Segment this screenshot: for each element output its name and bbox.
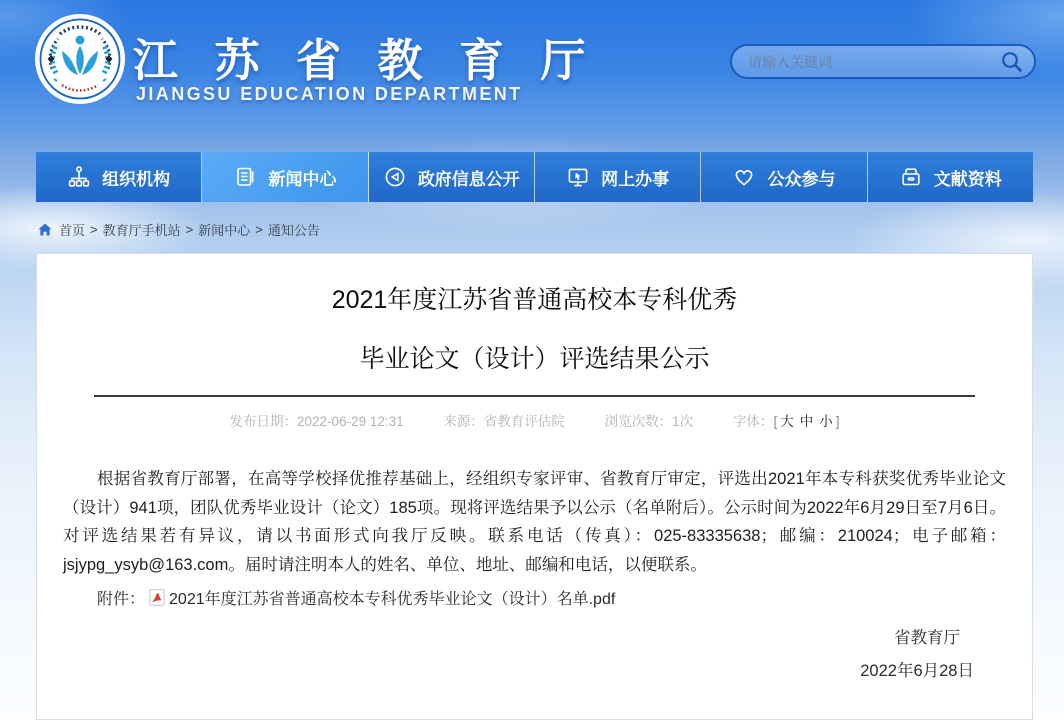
site-header — [0, 0, 1064, 132]
search-input[interactable] — [748, 54, 1000, 70]
breadcrumb-separator: > — [185, 222, 194, 237]
search-box — [730, 44, 1036, 79]
breadcrumb-news-center[interactable]: 新闻中心 — [198, 223, 251, 238]
source: 来源：省教育评估院 — [443, 414, 565, 429]
nav-label: 政府信息公开 — [417, 169, 520, 189]
documents-icon — [899, 165, 923, 189]
signature-department: 省教育厅 — [894, 629, 960, 648]
nav-item-public-participation[interactable] — [701, 152, 867, 202]
attachment-link[interactable]: 2021年度江苏省普通高校本专科优秀毕业论文（设计）名单.pdf — [169, 591, 616, 609]
nav-label: 组织机构 — [102, 169, 171, 189]
attachment-label: 附件： — [97, 591, 146, 609]
nav-item-organization[interactable] — [36, 152, 202, 202]
nav-label: 网上办事 — [601, 169, 670, 189]
font-size-small-button[interactable]: 小 — [819, 414, 833, 429]
news-icon — [233, 165, 257, 189]
pdf-icon — [149, 589, 165, 606]
site-subtitle-en: JIANGSU EDUCATION DEPARTMENT — [136, 84, 523, 104]
view-count: 浏览次数：1次 — [604, 414, 694, 429]
breadcrumb-notices[interactable]: 通知公告 — [267, 223, 320, 238]
nav-item-documents[interactable] — [868, 152, 1033, 202]
breadcrumb-separator: > — [255, 222, 263, 237]
site-title: 江 苏 省 教 育 厅 — [133, 35, 598, 86]
info-disclosure-icon — [383, 165, 407, 189]
site-logo[interactable] — [34, 13, 126, 105]
main-nav — [36, 152, 1033, 202]
breadcrumb-mobile-site[interactable]: 教育厅手机站 — [102, 223, 181, 238]
nav-label: 公众参与 — [767, 169, 836, 189]
heart-icon — [732, 165, 756, 189]
font-size-medium-button[interactable]: 中 — [799, 414, 814, 429]
breadcrumb — [38, 220, 320, 239]
nav-label: 文献资料 — [933, 169, 1002, 189]
signature-date: 2022年6月28日 — [860, 662, 974, 681]
article-card — [36, 253, 1033, 720]
attachment-row — [63, 586, 1006, 609]
jiangsu-education-emblem-icon — [34, 13, 126, 105]
article-title-line1: 2021年度江苏省普通高校本专科优秀 — [331, 286, 738, 314]
breadcrumb-separator: > — [90, 222, 98, 237]
nav-item-online-services[interactable] — [535, 152, 701, 202]
title-divider — [94, 395, 975, 397]
article-title-line2: 毕业论文（设计）评选结果公示 — [359, 345, 710, 373]
nav-item-news-center[interactable] — [202, 152, 368, 202]
online-service-icon — [566, 165, 590, 189]
search-icon[interactable] — [1000, 50, 1024, 74]
font-size-control: 字体：[ 大 中 小 ] — [732, 414, 840, 429]
home-icon[interactable] — [38, 223, 52, 236]
article-signature — [37, 622, 974, 688]
font-size-large-button[interactable]: 大 — [780, 414, 794, 429]
nav-item-gov-info-disclosure[interactable] — [369, 152, 535, 202]
breadcrumb-home[interactable]: 首页 — [59, 223, 86, 238]
nav-label: 新闻中心 — [268, 169, 337, 189]
article-meta — [37, 410, 1032, 430]
article-paragraph: 根据省教育厅部署，在高等学校择优推荐基础上，经组织专家评审、省教育厅审定，评选出2021年本专科获奖优秀毕业论文（设计）941项，团队优秀毕业设计（论文）185项。现将评选结果予以公示（名单附后）。公示时间为2022年6月29日至7月6日。对评选结果若有异议，请以书面形式向我厅反映。联系电话（传真）：025-83335638；邮编：210024；电子邮箱：jsjypg_ysyb@163.com。届时请注明本人的姓名、单位、地址、邮编和电话，以便联系。 — [63, 470, 1006, 574]
publish-date: 发布日期：2022-06-29 12:31 — [229, 414, 404, 429]
org-chart-icon — [67, 165, 91, 189]
